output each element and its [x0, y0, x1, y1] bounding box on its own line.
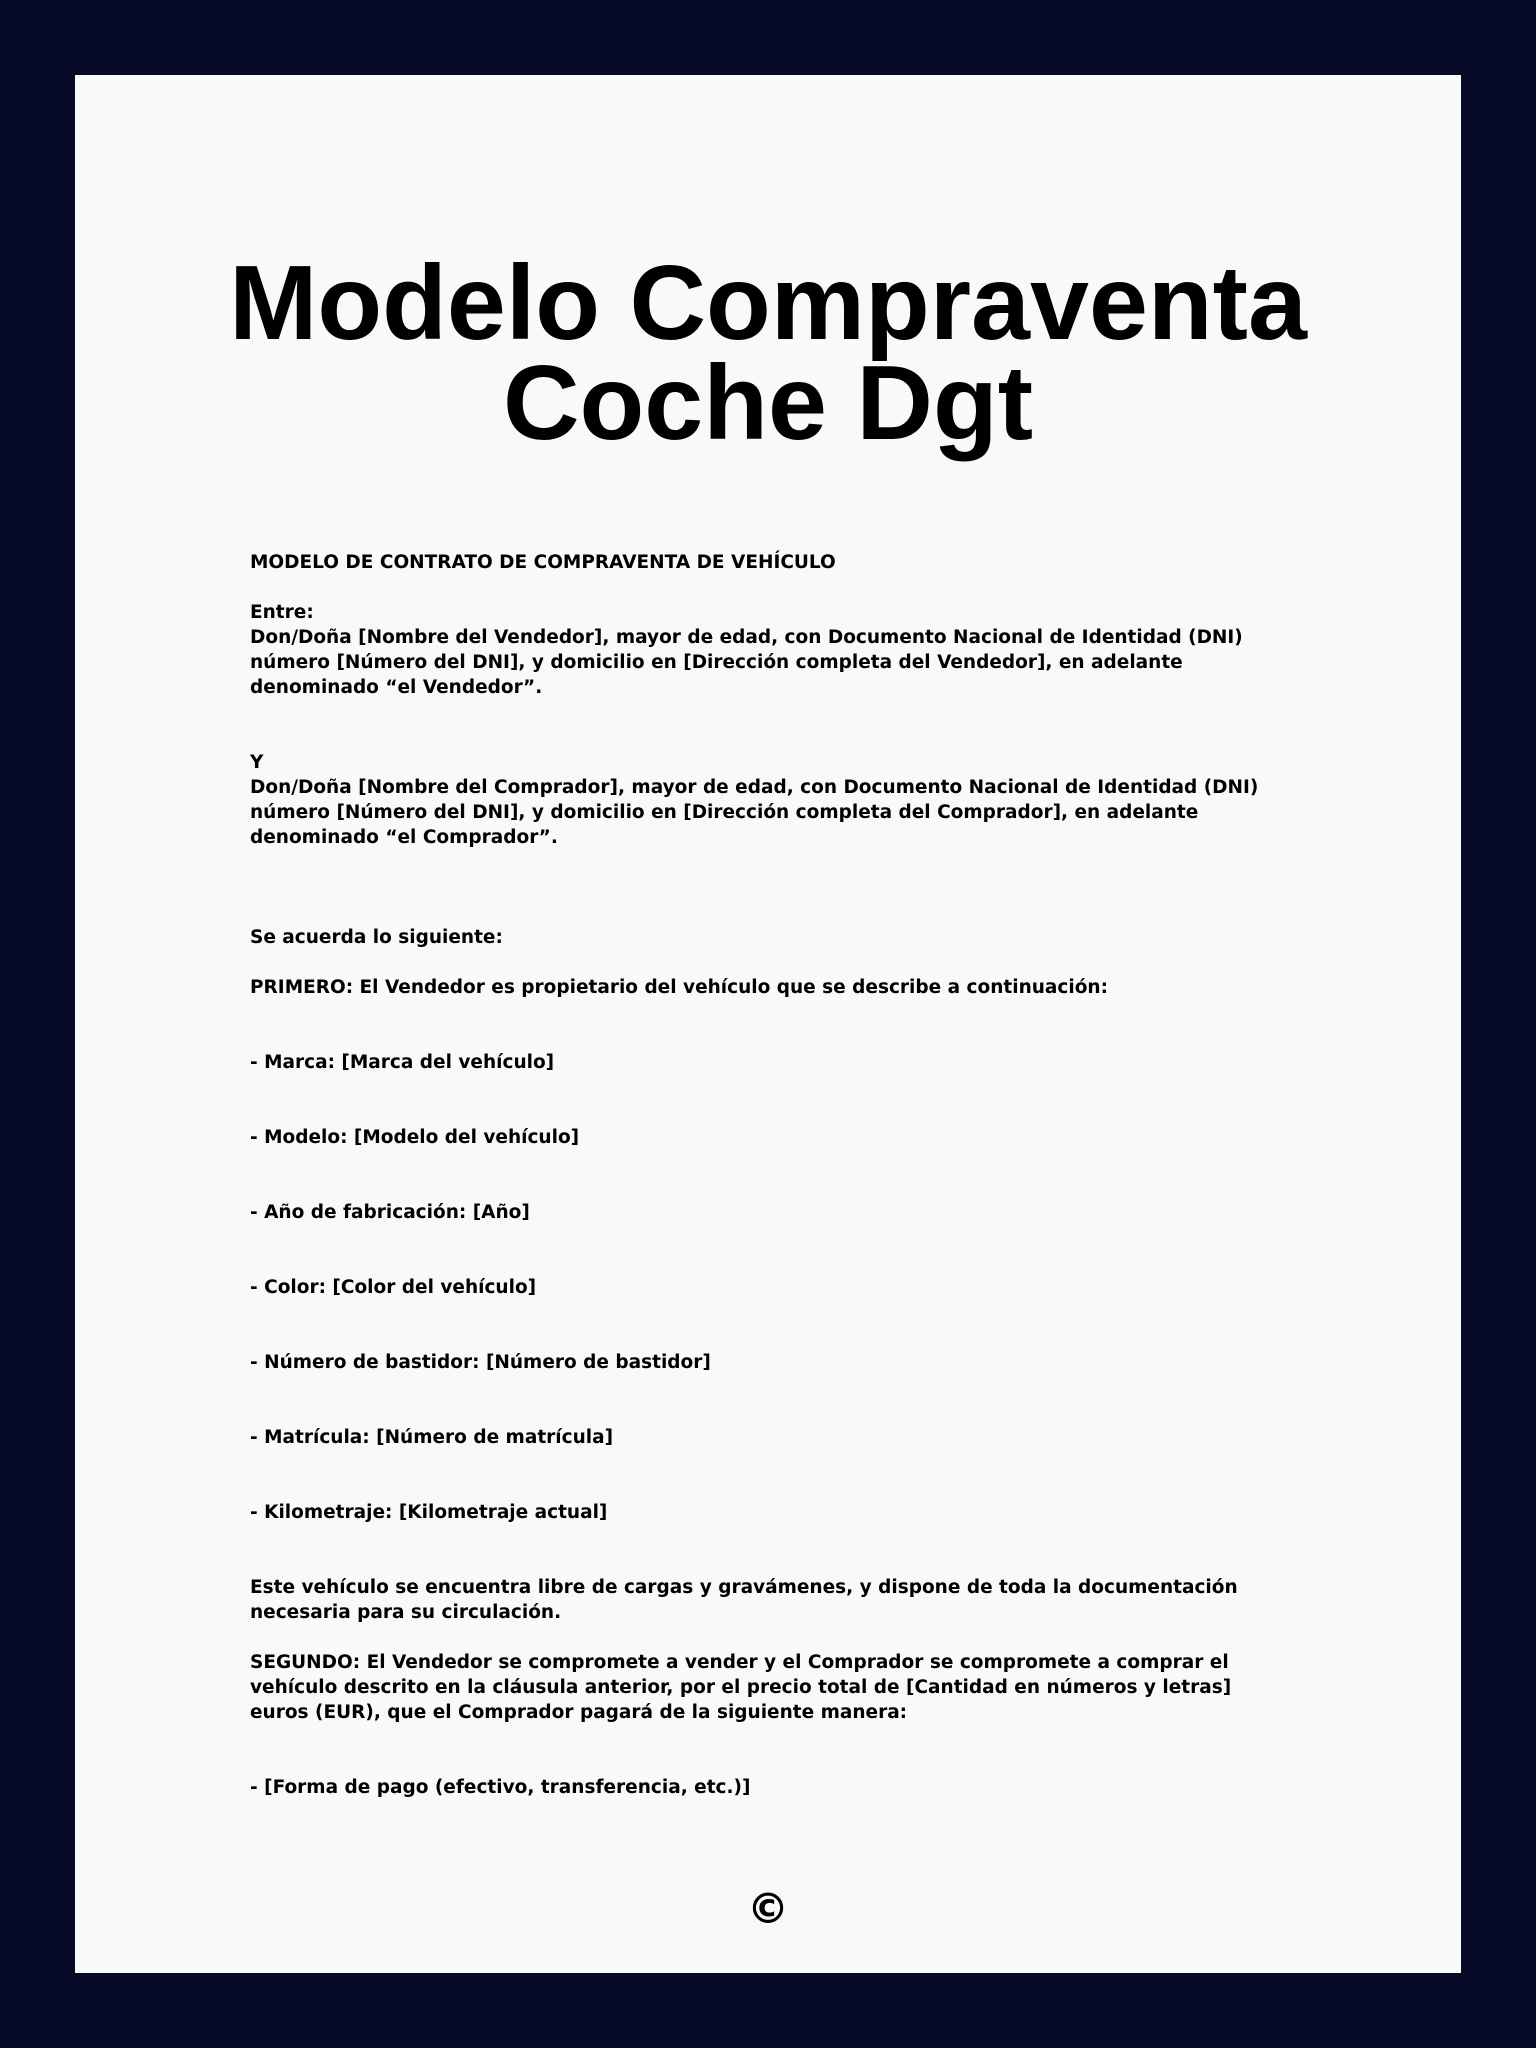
seller-paragraph: Don/Doña [Nombre del Vendedor], mayor de edad, con Documento Nacional de Identidad (DNI) número [Número del DNI], y domicilio en [Dirección completa del Vendedor], en adelante denominado “el Vendedor”. — [250, 627, 1243, 698]
y-label: Y — [250, 752, 264, 773]
vehicle-item-ano: - Año de fabricación: [Año] — [250, 1202, 530, 1223]
entre-label: Entre: — [250, 602, 314, 623]
document-body — [250, 550, 1290, 1800]
payment-item: - [Forma de pago (efectivo, transferencia, etc.)] — [250, 1777, 751, 1798]
vehicle-item-color: - Color: [Color del vehículo] — [250, 1277, 537, 1298]
contract-heading: MODELO DE CONTRATO DE COMPRAVENTA DE VEHÍCULO — [250, 552, 836, 573]
vehicle-item-modelo: - Modelo: [Modelo del vehículo] — [250, 1127, 580, 1148]
buyer-paragraph: Don/Doña [Nombre del Comprador], mayor de edad, con Documento Nacional de Identidad (DNI) número [Número del DNI], y domicilio en [Dirección completa del Comprador], en adelante denominado “el Comprador”. — [250, 777, 1259, 848]
agreement-intro: Se acuerda lo siguiente: — [250, 927, 503, 948]
clause-primero: PRIMERO: El Vendedor es propietario del vehículo que se describe a continuación: — [250, 977, 1108, 998]
vehicle-status-paragraph: Este vehículo se encuentra libre de cargas y gravámenes, y dispone de toda la documentación necesaria para su circulación. — [250, 1577, 1238, 1623]
copyright-symbol: © — [747, 1884, 789, 1933]
vehicle-item-bastidor: - Número de bastidor: [Número de bastidor] — [250, 1352, 711, 1373]
page-title: Modelo Compraventa Coche Dgt — [229, 244, 1307, 462]
vehicle-item-matricula: - Matrícula: [Número de matrícula] — [250, 1427, 614, 1448]
clause-segundo: SEGUNDO: El Vendedor se compromete a vender y el Comprador se compromete a comprar el vehículo descrito en la cláusula anterior, por el precio total de [Cantidad en números y letras] euros (EUR), que el Comprador pagará de la siguiente manera: — [250, 1652, 1232, 1723]
vehicle-item-marca: - Marca: [Marca del vehículo] — [250, 1052, 555, 1073]
vehicle-item-kilometraje: - Kilometraje: [Kilometraje actual] — [250, 1502, 608, 1523]
document-page — [75, 75, 1461, 1973]
